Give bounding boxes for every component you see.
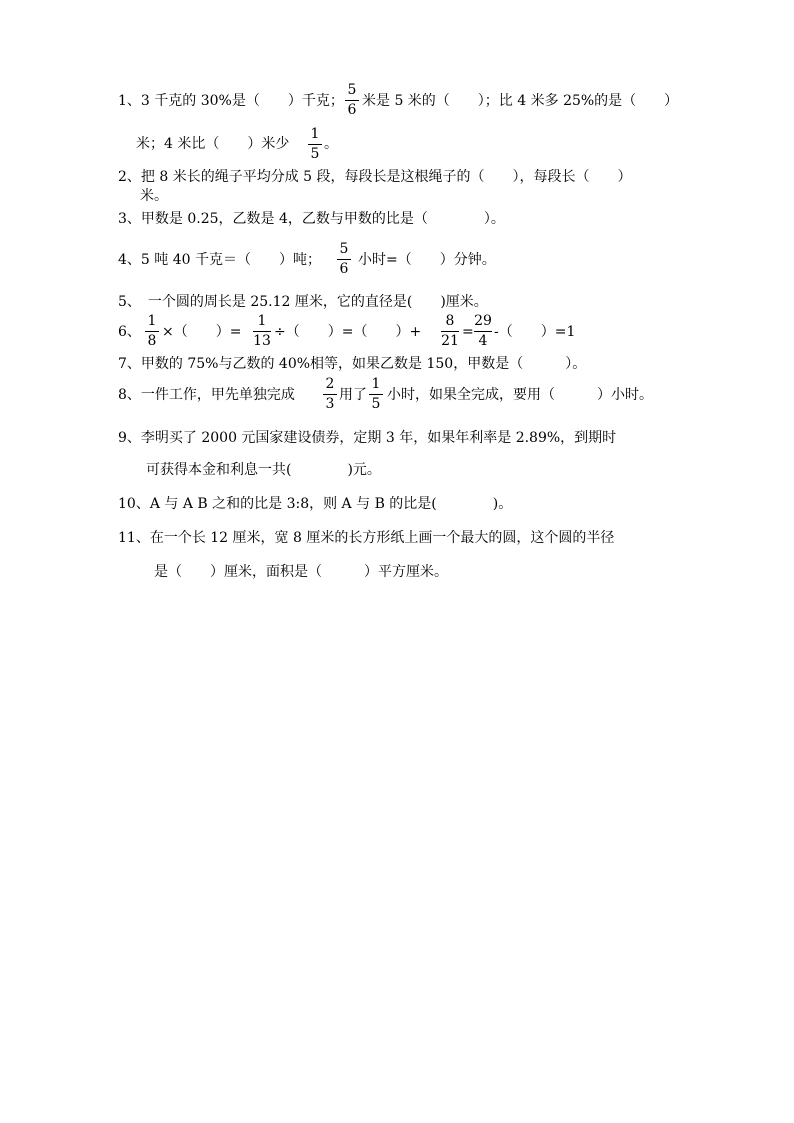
q4-part1: 4、5 吨 40 千克＝（ ）吨； <box>118 252 321 268</box>
fraction-denominator: 3 <box>325 396 335 412</box>
fraction-bar <box>474 331 492 332</box>
fraction-bar <box>441 331 459 332</box>
fraction-bar <box>337 259 351 260</box>
q1-line2-end: 。 <box>324 136 338 152</box>
fraction-bar <box>345 100 359 101</box>
q8-part2: 用了 <box>339 387 367 403</box>
q9-line2: 可获得本金和利息一共( )元。 <box>146 462 381 478</box>
fraction-numerator: 5 <box>339 241 349 257</box>
fraction-bar <box>308 144 322 145</box>
q9-line1: 9、李明买了 2000 元国家建设债券，定期 3 年，如果年利率是 2.89%，到期时 <box>118 430 617 446</box>
q6-part1: ×（ ）= <box>162 324 242 340</box>
fraction-bar <box>323 394 337 395</box>
fraction-denominator: 21 <box>441 333 459 349</box>
fraction-denominator: 13 <box>253 333 271 349</box>
q3-line: 3、甲数是 0.25，乙数是 4，乙数与甲数的比是（ ）。 <box>118 211 505 227</box>
q6-fraction-1-13 <box>252 313 272 350</box>
q6-fraction-8-21 <box>440 313 460 350</box>
fraction-numerator: 1 <box>371 376 381 392</box>
q8-part3: 小时，如果全完成，要用（ ）小时。 <box>387 387 653 403</box>
q2-line1: 2、把 8 米长的绳子平均分成 5 段，每段长是这根绳子的（ ），每段长（ ） <box>118 169 632 185</box>
fraction-denominator: 5 <box>371 396 381 412</box>
q1-line2: 米；4 米比（ ）米少 <box>136 136 290 152</box>
q8-fraction-2-3 <box>322 376 338 413</box>
q1-line1-part2: 米是 5 米的（ ）；比 4 米多 25%的是（ ） <box>362 93 679 109</box>
fraction-numerator: 29 <box>474 313 492 329</box>
q11-line2: 是（ ）厘米，面积是（ ）平方厘米。 <box>154 564 448 580</box>
q10-line: 10、A 与 A B 之和的比是 3:8，则 A 与 B 的比是( )。 <box>118 496 513 512</box>
fraction-denominator: 6 <box>347 102 357 118</box>
fraction-bar <box>369 394 383 395</box>
q6-part2: ÷（ ）=（ ）+ <box>274 324 422 340</box>
q7-line: 7、甲数的 75%与乙数的 40%相等，如果乙数是 150，甲数是（ ）。 <box>118 356 587 372</box>
q8-part1: 8、一件工作，甲先单独完成 <box>118 387 295 403</box>
q1-fraction-5-6 <box>344 82 360 119</box>
q4-part2: 小时=（ ）分钟。 <box>358 252 496 268</box>
fraction-denominator: 6 <box>339 261 349 277</box>
q8-fraction-1-5 <box>368 376 384 413</box>
q11-line1: 11、在一个长 12 厘米，宽 8 厘米的长方形纸上画一个最大的圆，这个圆的半径 <box>118 530 615 546</box>
fraction-numerator: 1 <box>310 126 320 142</box>
fraction-bar <box>253 331 271 332</box>
fraction-numerator: 5 <box>347 82 357 98</box>
fraction-numerator: 2 <box>325 376 335 392</box>
q1-line1-part1: 1、3 千克的 30%是（ ）千克； <box>118 93 344 109</box>
fraction-numerator: 1 <box>147 313 157 329</box>
q2-line2: 米。 <box>140 188 168 204</box>
fraction-denominator: 8 <box>147 333 157 349</box>
q6-label: 6、 <box>118 324 141 340</box>
fraction-numerator: 8 <box>445 313 455 329</box>
q6-part3: = <box>462 324 474 340</box>
fraction-numerator: 1 <box>257 313 267 329</box>
fraction-bar <box>145 331 159 332</box>
fraction-denominator: 5 <box>310 146 320 162</box>
q6-fraction-29-4 <box>473 313 493 350</box>
q4-fraction-5-6 <box>336 241 352 278</box>
q1-fraction-1-5 <box>307 126 323 163</box>
q5-line: 5、 一个圆的周长是 25.12 厘米，它的直径是( )厘米。 <box>118 294 488 310</box>
fraction-denominator: 4 <box>478 333 488 349</box>
q6-part4: -（ ）=1 <box>494 324 576 340</box>
q6-fraction-1-8 <box>144 313 160 350</box>
